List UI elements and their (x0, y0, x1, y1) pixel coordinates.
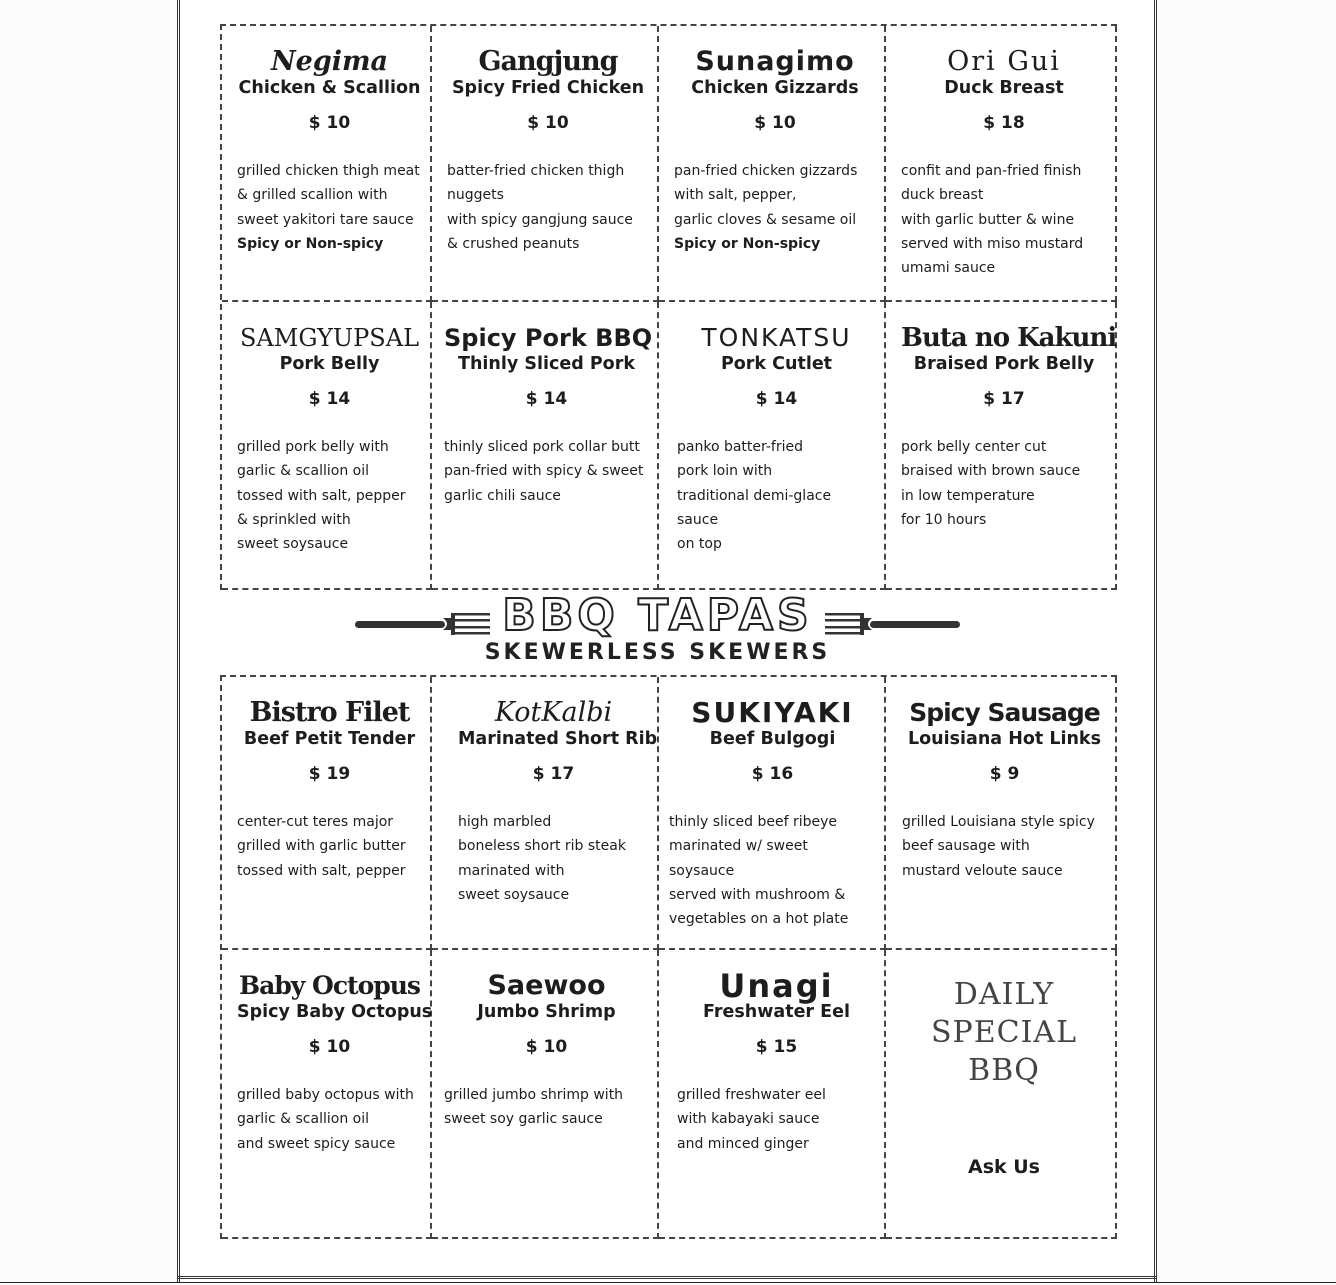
item-name: Spicy Pork BBQ (444, 324, 653, 352)
fork-right-icon (825, 610, 960, 638)
item-name: Bistro Filet (249, 697, 410, 728)
item-description: thinly sliced pork collar butt pan-fried with spicy & sweet garlic chili sauce (444, 439, 644, 504)
item-name: TONKATSU (701, 323, 852, 352)
item-description: grilled chicken thigh meat & grilled scallion with sweet yakitori tare sauce Spicy or Non-spicy (237, 163, 420, 252)
daily-special-bbq (886, 950, 1117, 1239)
item-subtitle: Braised Pork Belly (913, 354, 1095, 374)
menu-item-kotkalbi (432, 677, 659, 950)
item-description: grilled baby octopus with garlic & scallion oil and sweet spicy sauce (237, 1087, 414, 1152)
item-price: $ 10 (527, 113, 569, 133)
item-price: $ 18 (983, 113, 1025, 133)
item-subtitle: Chicken & Scallion (238, 78, 421, 98)
item-subtitle: Freshwater Eel (703, 1002, 850, 1022)
item-description: panko batter-fried pork loin with traditional demi-glace sauce on top (677, 439, 832, 553)
item-description: high marbled boneless short rib steak marinated with sweet soysauce (458, 814, 626, 903)
item-subtitle: Pork Cutlet (720, 354, 833, 374)
banner-title: BBQ TAPAS (502, 590, 813, 641)
item-name: Unagi (719, 967, 834, 1005)
item-subtitle: Thinly Sliced Pork (458, 354, 635, 374)
spice-option: Spicy or Non-spicy (674, 235, 821, 252)
item-description: confit and pan-fried finish duck breast with garlic butter & wine served with miso mustard umami sauce (901, 163, 1084, 277)
menu-item-tonkatsu (659, 302, 886, 590)
item-price: $ 10 (308, 113, 351, 133)
item-subtitle: Spicy Baby Octopus (237, 1002, 433, 1022)
item-description: grilled freshwater eel with kabayaki sauce and minced ginger (677, 1087, 826, 1152)
item-name: Gangjung (478, 46, 618, 77)
divider (0, 1282, 1336, 1283)
item-description: center-cut teres major grilled with garlic butter tossed with salt, pepper (237, 814, 406, 879)
item-subtitle: Beef Bulgogi (709, 729, 836, 749)
item-name: Saewoo (487, 970, 606, 1001)
item-subtitle: Pork Belly (279, 354, 380, 374)
item-price: $ 14 (308, 389, 351, 409)
item-description: grilled jumbo shrimp with sweet soy garlic sauce (444, 1087, 624, 1128)
item-price: $ 10 (754, 113, 796, 133)
menu-item-buta-no-kakuni (886, 302, 1117, 590)
item-name: KotKalbi (494, 697, 613, 728)
item-description: thinly sliced beef ribeye marinated w/ sweet soysauce served with mushroom & vegetables on a hot plate (669, 814, 849, 928)
menu-grid-top (220, 24, 1117, 590)
item-price: $ 14 (755, 389, 798, 409)
spice-option: Spicy or Non-spicy (237, 235, 384, 252)
banner-subtitle: SKEWERLESS SKEWERS (484, 640, 831, 665)
item-price: $ 9 (989, 764, 1020, 784)
item-subtitle: Louisiana Hot Links (907, 729, 1101, 749)
menu-item-samgyupsal (222, 302, 432, 590)
item-price: $ 10 (308, 1037, 351, 1057)
item-description: pan-fried chicken gizzards with salt, pepper, garlic cloves & sesame oil Spicy or Non-spicy (674, 163, 858, 252)
item-subtitle: Beef Petit Tender (243, 729, 416, 749)
menu-item-negima (222, 26, 432, 302)
page-bottom-border (177, 1276, 1157, 1279)
item-price: $ 15 (755, 1037, 798, 1057)
menu-item-sunagimo (659, 26, 886, 302)
item-name: Ori Gui (947, 46, 1061, 77)
item-name: Baby Octopus (239, 971, 420, 1000)
item-price: $ 10 (525, 1037, 568, 1057)
item-name: SAMGYUPSAL (239, 324, 420, 352)
menu-item-ori-gui (886, 26, 1117, 302)
item-price: $ 17 (983, 389, 1025, 409)
item-subtitle: Spicy Fried Chicken (451, 78, 645, 98)
menu-item-baby-octopus (222, 950, 432, 1239)
item-name: Spicy Sausage (909, 698, 1100, 727)
item-name: Buta no Kakuni (901, 323, 1117, 353)
ask-us-label: Ask Us (967, 1156, 1040, 1178)
menu-item-bistro-filet (222, 677, 432, 950)
item-name: Sunagimo (695, 46, 855, 77)
item-subtitle: Marinated Short Rib (458, 729, 658, 749)
item-subtitle: Jumbo Shrimp (477, 1002, 616, 1022)
item-price: $ 14 (525, 389, 568, 409)
menu-item-spicy-pork-bbq (432, 302, 659, 590)
item-subtitle: Chicken Gizzards (691, 78, 859, 98)
item-description: grilled pork belly with garlic & scallion oil tossed with salt, pepper & sprinkled with sweet soysauce (237, 439, 406, 553)
bbq-tapas-banner (350, 590, 965, 672)
menu-item-gangjung (432, 26, 659, 302)
item-name: SUKIYAKI (691, 696, 854, 729)
daily-special-title: DAILY SPECIAL BBQ (930, 977, 1078, 1088)
menu-item-sukiyaki (659, 677, 886, 950)
item-price: $ 17 (532, 764, 575, 784)
item-price: $ 16 (751, 764, 794, 784)
menu-item-saewoo (432, 950, 659, 1239)
item-subtitle: Duck Breast (944, 78, 1064, 98)
menu-item-unagi (659, 950, 886, 1239)
menu-item-spicy-sausage (886, 677, 1117, 950)
item-description: batter-fried chicken thigh nuggets with spicy gangjung sauce & crushed peanuts (447, 163, 633, 252)
item-description: pork belly center cut braised with brown sauce in low temperature for 10 hours (901, 439, 1081, 528)
item-price: $ 19 (308, 764, 351, 784)
item-name: Negima (270, 46, 389, 77)
item-description: grilled Louisiana style spicy beef sausage with mustard veloute sauce (902, 814, 1095, 879)
menu-grid-bottom (220, 675, 1117, 1239)
